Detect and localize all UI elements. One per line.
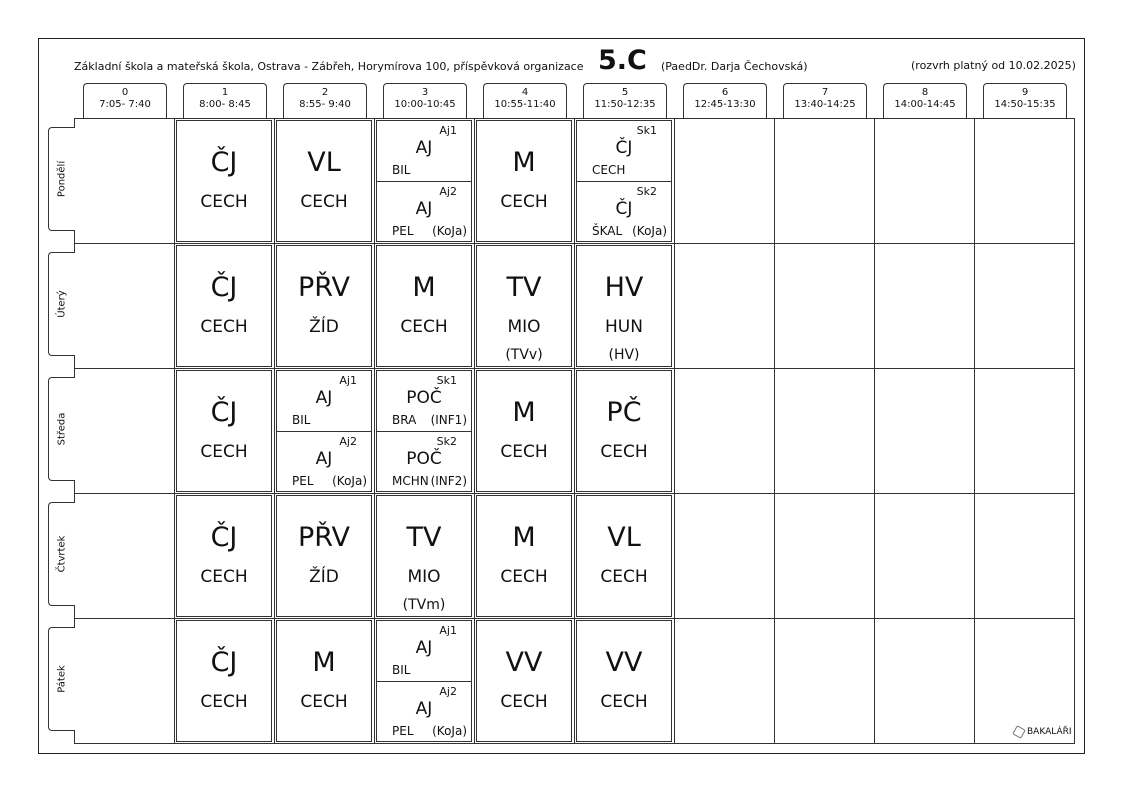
period-time: 14:50-15:35: [994, 99, 1056, 110]
period-time: 10:00-10:45: [394, 99, 456, 110]
period-time: 12:45-13:30: [694, 99, 756, 110]
teacher: CECH: [500, 567, 548, 587]
teacher: CECH: [500, 692, 548, 712]
group-label: Aj2: [439, 685, 457, 698]
period-time: 11:50-12:35: [594, 99, 656, 110]
lesson-cell[interactable]: [376, 370, 472, 492]
grid-line-horizontal: [74, 493, 1075, 494]
room: (INF1): [430, 413, 467, 427]
lesson-group[interactable]: [377, 182, 471, 242]
teacher: MIO: [507, 317, 541, 337]
subject: M: [512, 397, 536, 428]
period-time: 10:55-11:40: [494, 99, 556, 110]
teacher: BRA: [392, 413, 417, 427]
grid-line-vertical: [674, 118, 675, 744]
subject: VV: [605, 647, 643, 678]
teacher: PEL: [292, 474, 314, 488]
lesson-group[interactable]: [277, 371, 371, 432]
lesson-cell[interactable]: [476, 120, 572, 242]
period-time: 8:55- 9:40: [299, 99, 351, 110]
lesson-group[interactable]: [277, 432, 371, 492]
group-label: Sk1: [436, 374, 457, 387]
grid-line-horizontal: [74, 618, 1075, 619]
teacher: CECH: [200, 692, 248, 712]
period-header-6: [683, 83, 767, 119]
teacher: CECH: [200, 317, 248, 337]
teacher: CECH: [500, 192, 548, 212]
day-label-3: [48, 502, 75, 606]
lesson-cell[interactable]: [576, 120, 672, 242]
subject: TV: [406, 522, 442, 553]
period-number: 9: [1021, 87, 1029, 98]
lesson-cell[interactable]: [576, 370, 672, 492]
lesson-cell[interactable]: [276, 245, 372, 367]
grid-line-horizontal: [74, 118, 1075, 119]
lesson-cell[interactable]: [576, 620, 672, 742]
subject: M: [512, 522, 536, 553]
grid-line-vertical: [474, 118, 475, 744]
brand-logo: [1014, 727, 1072, 737]
teacher: BIL: [392, 663, 411, 677]
teacher: PEL: [392, 224, 414, 238]
subject: ČJ: [210, 522, 238, 553]
subject: AJ: [315, 449, 333, 469]
teacher: CECH: [200, 192, 248, 212]
teacher: BIL: [292, 413, 311, 427]
lesson-group[interactable]: [377, 432, 471, 492]
group-label: Sk2: [636, 185, 657, 198]
room: (KoJa): [332, 474, 367, 488]
subject: ČJ: [615, 199, 633, 219]
teacher: CECH: [500, 442, 548, 462]
subject: ČJ: [210, 147, 238, 178]
subject: PČ: [606, 397, 642, 428]
subject: M: [412, 272, 436, 303]
subject: HV: [604, 272, 644, 303]
period-header-5: [583, 83, 667, 119]
grid-line-vertical: [774, 118, 775, 744]
period-time: 8:00- 8:45: [199, 99, 251, 110]
class-name: 5.C: [598, 45, 647, 76]
school-name: Základní škola a mateřská škola, Ostrava - Zábřeh, Horymírova 100, příspěvková organizace: [74, 60, 584, 73]
lesson-group[interactable]: [577, 182, 671, 242]
room: (KoJa): [632, 224, 667, 238]
grid-line-vertical: [174, 118, 175, 744]
subject: VV: [505, 647, 543, 678]
lesson-group[interactable]: [377, 371, 471, 432]
subject: AJ: [415, 138, 433, 158]
teacher: ŠKAL: [592, 224, 623, 238]
lesson-cell[interactable]: [276, 120, 372, 242]
day-name: Středa: [56, 412, 68, 446]
period-number: 0: [121, 87, 129, 98]
teacher: CECH: [200, 567, 248, 587]
subject: M: [312, 647, 336, 678]
bakalari-hex-icon: [1012, 725, 1026, 739]
period-number: 2: [321, 87, 329, 98]
grid-line-vertical: [274, 118, 275, 744]
period-number: 5: [621, 87, 629, 98]
lesson-cell[interactable]: [376, 245, 472, 367]
grid-line-vertical: [1074, 118, 1075, 744]
period-time: 14:00-14:45: [894, 99, 956, 110]
period-header-0: [83, 83, 167, 119]
teacher: CECH: [400, 317, 448, 337]
lesson-group[interactable]: [377, 121, 471, 182]
day-label-4: [48, 627, 75, 731]
teacher: CECH: [592, 163, 626, 177]
day-label-1: [48, 252, 75, 356]
group-label: Sk2: [436, 435, 457, 448]
lesson-cell[interactable]: [176, 620, 272, 742]
day-name: Pondělí: [56, 160, 68, 198]
lesson-cell[interactable]: [176, 245, 272, 367]
period-time: 7:05- 7:40: [99, 99, 151, 110]
group-label: Aj2: [339, 435, 357, 448]
group-label: Aj2: [439, 185, 457, 198]
lesson-group[interactable]: [377, 682, 471, 742]
teacher: CECH: [300, 192, 348, 212]
period-number: 7: [821, 87, 829, 98]
period-number: 1: [221, 87, 229, 98]
lesson-cell[interactable]: [576, 495, 672, 617]
period-number: 4: [521, 87, 529, 98]
grid-line-vertical: [574, 118, 575, 744]
period-header-8: [883, 83, 967, 119]
class-teacher: (PaedDr. Darja Čechovská): [661, 60, 808, 73]
lesson-group[interactable]: [377, 621, 471, 682]
subject: VL: [307, 147, 341, 178]
period-header-7: [783, 83, 867, 119]
group-label: Aj1: [439, 124, 457, 137]
lesson-cell[interactable]: [276, 495, 372, 617]
room: (TVm): [402, 597, 446, 613]
room: (INF2): [430, 474, 467, 488]
teacher: ŽÍD: [309, 317, 339, 337]
grid-line-horizontal: [74, 243, 1075, 244]
grid-line-vertical: [874, 118, 875, 744]
group-label: Aj1: [339, 374, 357, 387]
grid-line-vertical: [374, 118, 375, 744]
teacher: HUN: [605, 317, 643, 337]
lesson-cell[interactable]: [376, 620, 472, 742]
lesson-cell[interactable]: [376, 495, 472, 617]
teacher: CECH: [300, 692, 348, 712]
lesson-cell[interactable]: [576, 245, 672, 367]
room: (KoJa): [432, 724, 467, 738]
period-header-3: [383, 83, 467, 119]
room: (TVv): [505, 347, 543, 363]
grid-line-vertical: [974, 118, 975, 744]
teacher: CECH: [600, 692, 648, 712]
subject: AJ: [415, 699, 433, 719]
teacher: MCHN: [392, 474, 429, 488]
subject: PŘV: [297, 272, 351, 303]
day-name: Pátek: [56, 665, 68, 693]
subject: POČ: [406, 388, 442, 408]
period-header-4: [483, 83, 567, 119]
period-header-1: [183, 83, 267, 119]
lesson-cell[interactable]: [176, 495, 272, 617]
lesson-cell[interactable]: [476, 620, 572, 742]
lesson-cell[interactable]: [376, 120, 472, 242]
period-time: 13:40-14:25: [794, 99, 856, 110]
subject: M: [512, 147, 536, 178]
subject: AJ: [415, 638, 433, 658]
subject: ČJ: [210, 397, 238, 428]
room: (KoJa): [432, 224, 467, 238]
subject: VL: [607, 522, 641, 553]
room: (HV): [608, 347, 640, 363]
teacher: CECH: [600, 567, 648, 587]
period-header-2: [283, 83, 367, 119]
lesson-cell[interactable]: [476, 245, 572, 367]
subject: AJ: [415, 199, 433, 219]
subject: AJ: [315, 388, 333, 408]
group-label: Sk1: [636, 124, 657, 137]
day-label-2: [48, 377, 75, 481]
teacher: MIO: [407, 567, 441, 587]
brand-label: BAKALÁŘI: [1027, 727, 1072, 737]
lesson-cell[interactable]: [176, 120, 272, 242]
lesson-cell[interactable]: [176, 370, 272, 492]
subject: ČJ: [210, 647, 238, 678]
lesson-cell[interactable]: [276, 370, 372, 492]
lesson-cell[interactable]: [476, 495, 572, 617]
teacher: BIL: [392, 163, 411, 177]
day-label-0: [48, 127, 75, 231]
period-number: 8: [921, 87, 929, 98]
grid-line-horizontal: [74, 743, 1075, 744]
teacher: ŽÍD: [309, 567, 339, 587]
subject: TV: [506, 272, 542, 303]
teacher: CECH: [600, 442, 648, 462]
valid-from: (rozvrh platný od 10.02.2025): [911, 59, 1076, 72]
teacher: PEL: [392, 724, 414, 738]
period-number: 6: [721, 87, 729, 98]
subject: PŘV: [297, 522, 351, 553]
day-name: Úterý: [56, 290, 68, 318]
period-number: 3: [421, 87, 429, 98]
lesson-cell[interactable]: [476, 370, 572, 492]
grid-line-horizontal: [74, 368, 1075, 369]
subject: ČJ: [210, 272, 238, 303]
subject: ČJ: [615, 138, 633, 158]
day-name: Čtvrtek: [56, 535, 68, 573]
teacher: CECH: [200, 442, 248, 462]
lesson-cell[interactable]: [276, 620, 372, 742]
subject: POČ: [406, 449, 442, 469]
group-label: Aj1: [439, 624, 457, 637]
period-header-9: [983, 83, 1067, 119]
lesson-group[interactable]: [577, 121, 671, 182]
